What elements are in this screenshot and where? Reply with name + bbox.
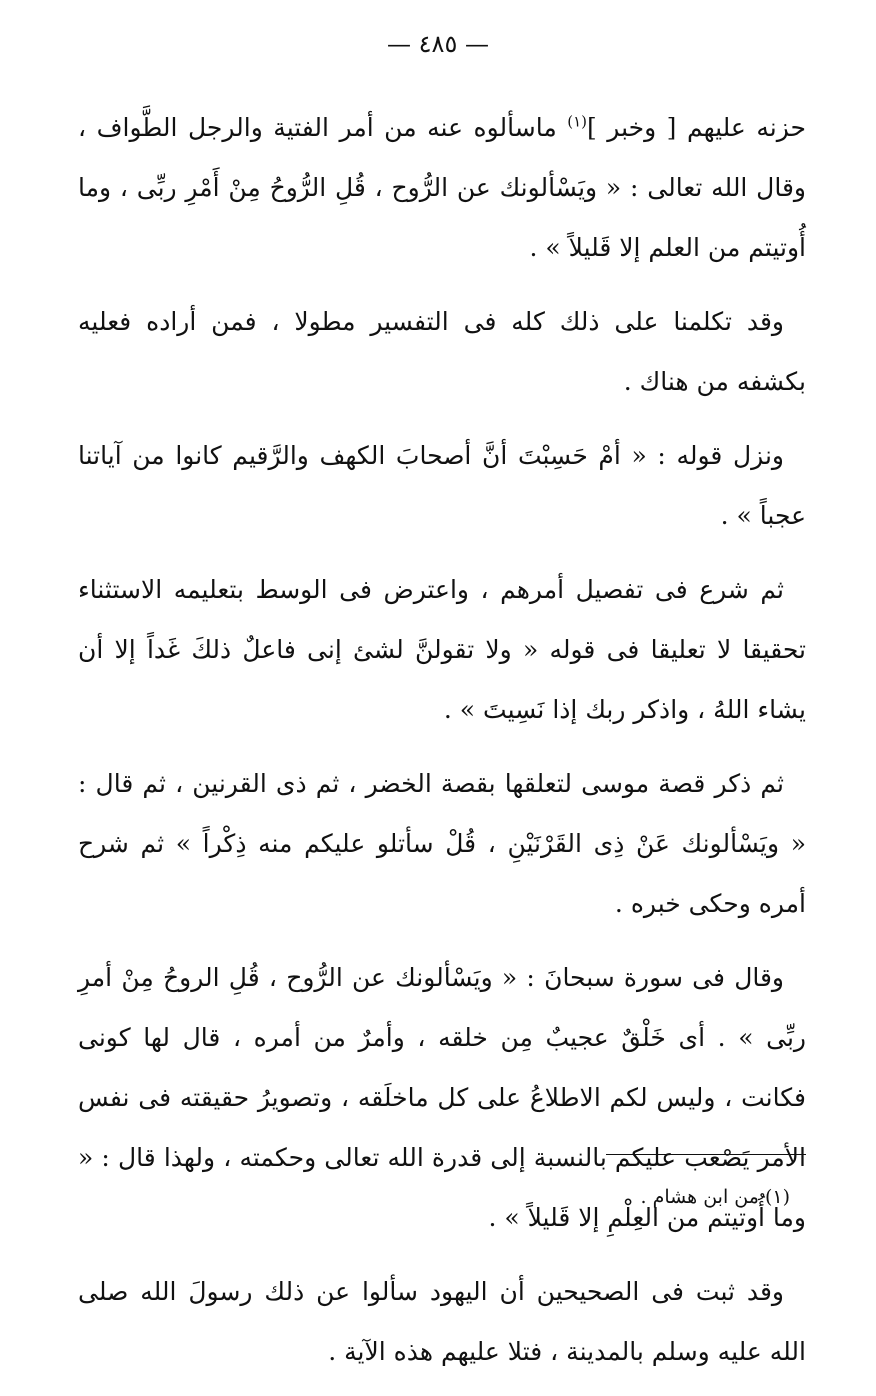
paragraph-1 xyxy=(78,98,806,278)
page-number: — ٤٨٥ — xyxy=(387,30,489,58)
footnote-reference[interactable]: (١) xyxy=(567,112,588,131)
paragraph-1-text-after: ماسألوه عنه من أمر الفتية والرجل الطَّواف ، وقال الله تعالى : « ويَسْألونك عن الرُّوح ، قُلِ الرُّوحُ مِنْ أَمْرِ ربِّى ، وما أُوتيتم من العلم إلا قَليلاً » . xyxy=(78,113,806,262)
footnote: (١) من ابن هشام . xyxy=(640,1186,790,1208)
paragraph-6: وقال فى سورة سبحانَ : « ويَسْألونك عن الرُّوح ، قُلِ الروحُ مِنْ أمرِ ربِّى » . أى خَلْقٌ عجيبٌ مِن خلقه ، وأمرٌ من أمره ، قال لها كونى فكانت ، وليس لكم الاطلاعُ على كل ماخلَقه ، وتصويرُ حقيقته فى نفس الأمر يَصْعب عليكم بالنسبة إلى قدرة الله تعالى وحكمته ، ولهذا قال : « وما أُوتيتم من العِلْمِ إلا قَليلاً » . xyxy=(78,963,806,1232)
paragraph-5: ثم ذكر قصة موسى لتعلقها بقصة الخضر ، ثم ذى القرنين ، ثم قال : « ويَسْألونك عَنْ ذِى القَرْنَيْنِ ، قُلْ سأتلو عليكم منه ذِكْراً » ثم شرح أمره وحكى خبره . xyxy=(78,769,806,918)
paragraph-1-text-before: حزنه عليهم [ وخبر ] xyxy=(587,113,806,142)
footnote-divider xyxy=(606,1154,806,1155)
paragraph-4: ثم شرع فى تفصيل أمرهم ، واعترض فى الوسط بتعليمه الاستثناء تحقيقا لا تعليقا فى قوله « ولا تقولنَّ لشئ إنى فاعلٌ ذلكَ غَداً إلا أن يشاء اللهُ ، واذكر ربك إذا نَسِيتَ » . xyxy=(78,575,806,724)
paragraph-7: وقد ثبت فى الصحيحين أن اليهود سألوا عن ذلك رسولَ الله صلى الله عليه وسلم بالمدينة ، فتلا عليهم هذه الآية . xyxy=(78,1277,806,1366)
paragraph-3: ونزل قوله : « أمْ حَسِبْتَ أنَّ أصحابَ الكهف والرَّقيم كانوا من آياتنا عجباً » . xyxy=(78,441,806,530)
paragraph-2: وقد تكلمنا على ذلك كله فى التفسير مطولا ، فمن أراده فعليه بكشفه من هناك . xyxy=(78,307,806,396)
